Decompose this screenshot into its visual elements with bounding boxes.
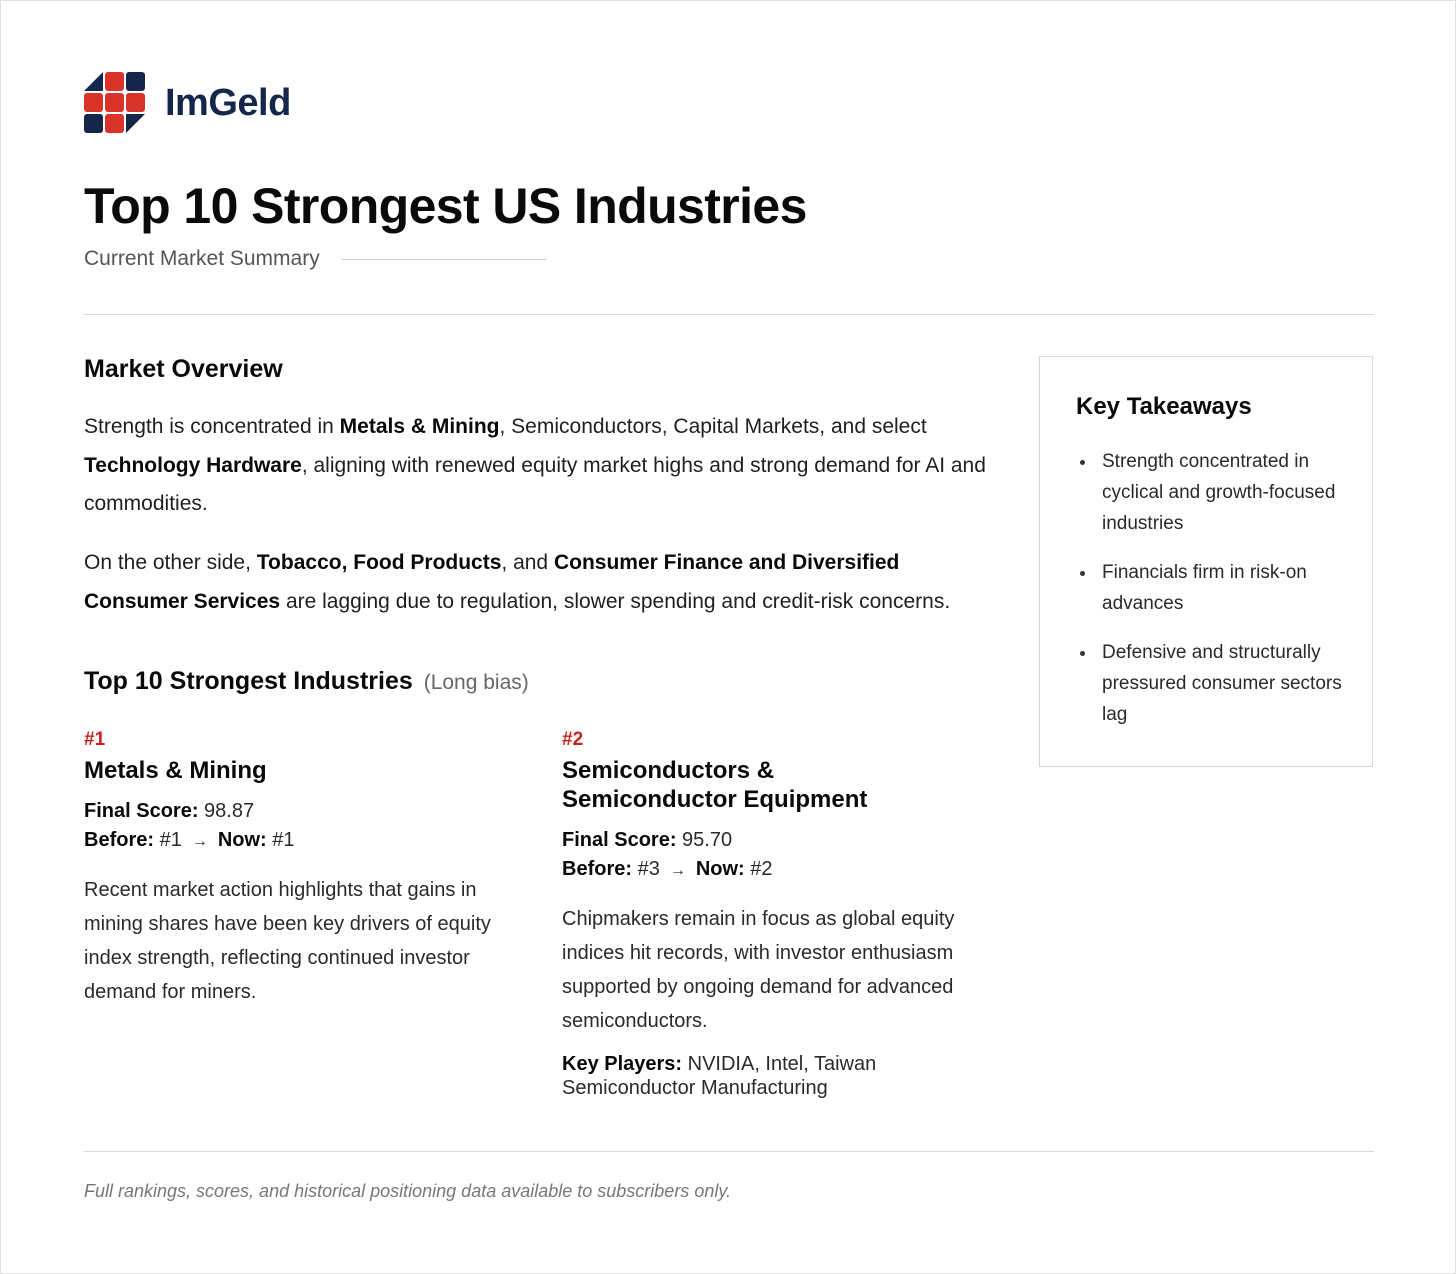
key-players-label: Key Players: (562, 1053, 683, 1075)
final-score-label: Final Score: (84, 800, 199, 822)
highlight-metals-mining: Metals & Mining (339, 415, 500, 438)
overview-paragraph-1 (84, 408, 1004, 524)
final-score-label: Final Score: (562, 829, 677, 851)
bullet-icon (1080, 460, 1085, 465)
final-score-value: 98.87 (204, 800, 255, 822)
industry-rank: #2 (562, 729, 584, 750)
arrow-right-icon: → (669, 862, 686, 879)
key-takeaways-title: Key Takeaways (1076, 393, 1252, 420)
takeaway-item (1076, 446, 1346, 539)
takeaway-text: Defensive and structurally pressured consumer sectors lag (1102, 642, 1342, 725)
bullet-icon (1080, 651, 1085, 656)
highlight-tobacco-food: Tobacco, Food Products (256, 551, 502, 574)
now-label: Now: (695, 858, 745, 880)
takeaway-item (1076, 637, 1346, 730)
final-score-row (84, 797, 504, 826)
now-value: #1 (272, 829, 295, 851)
before-label: Before: (562, 858, 633, 880)
subtitle-row (84, 247, 547, 271)
final-score-value: 95.70 (682, 829, 733, 851)
industry-card (84, 729, 504, 1009)
key-takeaways-list (1076, 446, 1346, 748)
before-value: #1 (159, 829, 182, 851)
bullet-icon (1080, 571, 1085, 576)
text-run: are lagging due to regulation, slower spending and credit-risk concerns. (280, 589, 951, 613)
logo-grid-icon (84, 72, 146, 134)
highlight-technology-hardware: Technology Hardware (84, 453, 302, 477)
industry-description: Recent market action highlights that gains in mining shares have been key drivers of equity index strength, reflecting continued investor demand for miners. (84, 879, 491, 1003)
key-players-value: NVIDIA, Intel, Taiwan Semiconductor Manufacturing (562, 1053, 877, 1099)
brand-logo (84, 72, 291, 134)
page-title: Top 10 Strongest US Industries (84, 178, 807, 234)
logo-cell (126, 93, 145, 112)
text-run: Strength is concentrated in (84, 415, 340, 438)
logo-cell (84, 93, 103, 112)
overview-paragraph-2 (84, 544, 1004, 621)
now-value: #2 (750, 858, 773, 880)
industry-stats (562, 826, 982, 885)
arrow-right-icon: → (191, 833, 208, 850)
before-value: #3 (637, 858, 660, 880)
industries-heading-sub: (Long bias) (423, 671, 529, 694)
subscriber-note: Full rankings, scores, and historical positioning data available to subscribers only. (84, 1181, 731, 1201)
before-label: Before: (84, 829, 155, 851)
key-takeaways-box (1039, 356, 1373, 767)
rank-change-row (562, 855, 982, 885)
logo-corner-bottom-right (126, 114, 145, 133)
logo-cell (105, 93, 124, 112)
now-label: Now: (217, 829, 267, 851)
industry-name: Metals & Mining (84, 757, 267, 784)
subtitle-divider (342, 259, 547, 260)
takeaway-item (1076, 557, 1346, 619)
takeaway-text: Strength concentrated in cyclical and growth-focused industries (1102, 451, 1336, 534)
final-score-row (562, 826, 982, 855)
text-run: , Semiconductors, Capital Markets, and select (499, 415, 927, 438)
industries-heading (84, 667, 529, 696)
logo-cell (105, 72, 124, 91)
industry-description: Chipmakers remain in focus as global equity indices hit records, with investor enthusiasm supported by ongoing demand for advanced semiconductors. (562, 908, 955, 1032)
industry-name: Semiconductors & Semiconductor Equipment (562, 757, 868, 813)
text-run: On the other side, (84, 551, 257, 574)
industries-heading-text: Top 10 Strongest Industries (84, 667, 413, 695)
footer-divider (84, 1151, 1374, 1152)
logo-corner-top-left (84, 72, 103, 91)
market-overview-heading: Market Overview (84, 355, 283, 383)
page-subtitle: Current Market Summary (84, 247, 320, 270)
logo-cell (126, 72, 145, 91)
highlight-consumer-finance: Consumer Finance and Diversified Consumer Services (84, 551, 900, 613)
logo-cell (105, 114, 124, 133)
industry-card (562, 729, 982, 1100)
key-players (562, 1052, 902, 1100)
text-run: , aligning with renewed equity market highs and strong demand for AI and commodities. (84, 453, 986, 515)
industry-stats (84, 797, 504, 856)
logo-cell (84, 114, 103, 133)
industry-rank: #1 (84, 729, 106, 750)
brand-name: ImGeld (165, 81, 291, 124)
rank-change-row (84, 826, 504, 856)
text-run: , and (501, 551, 554, 574)
header-divider (84, 314, 1374, 315)
takeaway-text: Financials firm in risk-on advances (1102, 562, 1307, 614)
